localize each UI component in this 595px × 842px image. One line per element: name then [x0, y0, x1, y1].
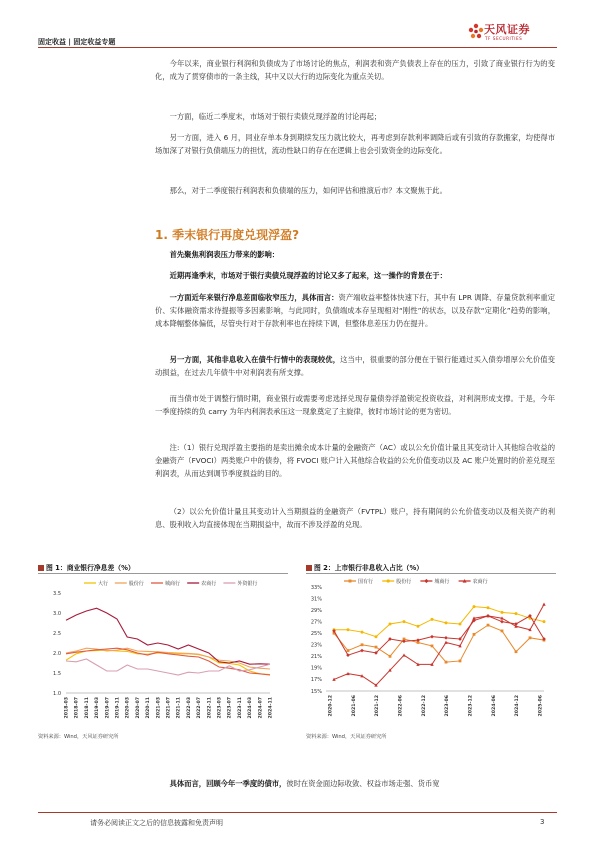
x-tick-label: 2025-06: [538, 695, 544, 717]
legend-item-4: [223, 580, 257, 587]
section-title: 1. 季末银行再度兑现浮盈?: [155, 228, 300, 242]
x-tick-label: 2018-11: [84, 697, 90, 719]
note-2: （2）以公允价值计量且其变动计入当期损益的金融资产（FVTPL）账户，持有期间的公允价值变动以及相关资产的利息、股利收入均直接体现在当期损益中，故而不涉及浮盈的兑现。: [155, 507, 555, 529]
logo-icon: [467, 22, 485, 40]
figure-2-source: 资料来源：Wind，天风证券研究所: [306, 734, 387, 740]
x-tick-label: 2024-12: [515, 695, 521, 717]
section-lead: 首先聚焦利润表压力带来的影响：: [169, 250, 280, 259]
series-marker: [501, 611, 504, 614]
x-tick-label: 2020-11: [146, 697, 152, 719]
y-tick-label: 33%: [310, 584, 322, 591]
series-marker: [500, 620, 504, 624]
y-tick-label: 31%: [310, 596, 322, 603]
figure-2-label: 图 2：: [314, 564, 335, 572]
footer-disclaimer: 请务必阅读正文之后的信息披露和免责声明: [90, 819, 223, 827]
section-paragraph-1: 近期再逢季末，市场对于银行卖债兑现浮盈的讨论又多了起来，这一操作的背景在于：: [169, 271, 447, 280]
legend-item-1: [115, 580, 144, 587]
x-tick-label: 2022-07: [197, 697, 203, 719]
x-tick-label: 2024-03: [248, 697, 254, 719]
series-line-1: [334, 607, 544, 637]
x-tick-label: 2021-06: [351, 695, 357, 717]
y-tick-label: 3.5: [53, 590, 61, 597]
figure-1-label: 图 1：: [46, 564, 67, 572]
x-tick-label: 2019-07: [105, 697, 111, 719]
x-tick-label: 2020-07: [135, 697, 141, 719]
series-marker: [501, 630, 504, 633]
intro-paragraph-4: 那么，对于二季度银行利润表和负债端的压力，如何评估和推演后市？本文聚焦于此。: [169, 186, 447, 195]
figure-2-rule: [306, 573, 556, 574]
series-marker: [515, 612, 518, 615]
y-tick-label: 1.5: [53, 670, 61, 677]
note-1: 注:（1）银行兑现浮盈主要指的是卖出摊余成本计量的金融资产（AC）或以公允价值计量且其变动计入其他综合收益的金融资产（FVOCI）两类账户中的债券，将 FVOCI 账户计入其他综合收益的公允价值变动以及 AC 账户处置时的价差兑现至利润表，从而达到调节季度损益的目的。: [155, 443, 555, 478]
figure-2-marker: [306, 565, 312, 571]
x-tick-label: 2022-12: [421, 695, 427, 717]
section-paragraph-2-rest: 资产端收益率整体快速下行，其中有 LPR 调降、存量贷款利率重定价、实体融资需求待提振等多因素影响，与此同时，负债端成本存呈现相对“刚性”的状态，以及存款“定期化”趋势的影响，成本降幅整体偏低，尽管央行对于存款利率也在持续下调，但整体息差压力仍在提升。: [155, 293, 555, 329]
y-tick-label: 2.5: [53, 630, 61, 637]
figure-1-title: [38, 562, 135, 572]
x-tick-label: 2021-12: [375, 695, 381, 717]
section-paragraph-3: [155, 353, 555, 379]
section-paragraph-3-bold: 另一方面，其他非息收入在债牛行情中的表现较优，: [169, 355, 341, 364]
legend-label: 大行: [98, 580, 109, 587]
y-tick-label: 23%: [310, 642, 322, 649]
figure-1-title-text: 商业银行净息差（%）: [66, 564, 135, 572]
series-marker: [487, 606, 490, 609]
header-section-label: 固定收益 | 固定收益专题: [38, 38, 116, 46]
legend-marker: [349, 580, 352, 583]
series-marker: [473, 605, 476, 608]
legend-label: 城商行: [165, 580, 181, 587]
y-tick-label: 3.0: [53, 610, 61, 617]
series-marker: [417, 625, 420, 628]
legend-label: 国有行: [358, 578, 374, 585]
legend-marker: [387, 579, 390, 582]
series-marker: [515, 650, 518, 653]
series-marker: [431, 618, 434, 621]
series-marker: [445, 621, 448, 624]
legend-item-3: [187, 580, 216, 587]
legend-item-2: [420, 578, 449, 585]
x-tick-label: 2020-03: [125, 697, 131, 719]
x-tick-label: 2022-03: [186, 697, 192, 719]
y-tick-label: 17%: [310, 677, 322, 684]
x-tick-label: 2023-07: [227, 697, 233, 719]
y-tick-label: 27%: [310, 619, 322, 626]
logo-text: 天风证券: [484, 23, 530, 36]
x-tick-label: 2022-11: [207, 697, 213, 719]
x-tick-label: 2019-11: [115, 697, 121, 719]
legend-label: 农商行: [472, 578, 488, 585]
x-tick-label: 2020-12: [328, 695, 334, 717]
y-tick-label: 21%: [310, 654, 322, 661]
logo-subtext: TF SECURITIES: [485, 36, 523, 41]
series-line-2: [334, 616, 544, 655]
series-line-0: [334, 625, 544, 662]
header-divider: [38, 47, 557, 48]
figure-1-marker: [38, 565, 44, 571]
x-tick-label: 2021-03: [156, 697, 162, 719]
footer-divider: [38, 812, 557, 813]
series-marker: [445, 661, 448, 664]
series-line-1: [66, 648, 270, 669]
legend-label: 城商行: [434, 578, 450, 585]
series-line-3: [334, 604, 544, 685]
x-tick-label: 2021-07: [166, 697, 172, 719]
y-tick-label: 15%: [310, 688, 322, 695]
legend-label: 股份行: [396, 578, 412, 585]
x-tick-label: 2022-06: [398, 695, 404, 717]
series-line-3: [66, 608, 270, 664]
series-marker: [361, 643, 364, 646]
series-marker: [389, 655, 392, 658]
bottom-paragraph-rest: 彼时在资金面边际收敛、权益市场走强、货币宽: [286, 779, 440, 788]
x-tick-label: 2023-03: [217, 697, 223, 719]
series-marker: [347, 628, 350, 631]
y-tick-label: 25%: [310, 631, 322, 638]
figure-1-rule: [38, 573, 288, 574]
series-marker: [430, 635, 434, 639]
x-tick-label: 2019-03: [95, 697, 101, 719]
x-tick-label: 2023-06: [445, 695, 451, 717]
intro-paragraph-1: 今年以来，商业银行利润和负债成为了市场讨论的焦点，利润表和资产负债表上存在的压力，引致了商业银行行为的变化，成为了贯穿债市的一条主线，其中又以大行的边际变化为重点关切。: [155, 59, 555, 82]
legend-item-0: [344, 578, 373, 585]
series-marker: [543, 620, 546, 623]
section-paragraph-4: 而当债市处于调整行情时期，商业银行或需要考虑选择兑现存量债券浮盈锁定投资收益，对利润形成支撑。于是，今年一季度持续的负 carry 为年内利润表承压这一现象奠定了主旋律，彼时市场讨论的更为密切。: [155, 394, 555, 417]
series-marker: [375, 646, 378, 649]
y-tick-label: 19%: [310, 665, 322, 672]
bottom-paragraph-bold: 具体而言，回顾今年一季度的债市，: [169, 779, 287, 788]
x-tick-label: 2018-07: [74, 697, 80, 719]
chart-1: [38, 575, 288, 730]
series-marker: [402, 653, 405, 656]
x-tick-label: 2024-06: [491, 695, 497, 717]
series-marker: [360, 649, 364, 653]
figure-2-title-text: 上市银行非息收入占比（%）: [334, 564, 424, 572]
page-number: 3: [540, 818, 545, 826]
y-tick-label: 29%: [310, 607, 322, 614]
x-tick-label: 2023-11: [237, 697, 243, 719]
x-tick-label: 2024-11: [268, 697, 274, 719]
series-marker: [529, 636, 532, 639]
y-tick-label: 2.0: [53, 650, 61, 657]
intro-paragraph-3: 另一方面，进入 6 月，同业存单本身到期续发压力就比较大，再考虑到存款利率调降后或有引致的存款搬家，均使得市场加深了对银行负债端压力的担忧，流动性缺口的存在在逻辑上也会引致资金的边际变化。: [155, 133, 555, 156]
series-marker: [542, 603, 545, 606]
section-paragraph-3-rest: 这当中，很重要的部分便在于银行能通过买入债券增厚公允价值变动损益，在过去几年债牛中对利润表有所支撑。: [155, 355, 556, 378]
series-marker: [487, 624, 490, 627]
chart-2: [306, 575, 556, 730]
series-marker: [444, 636, 448, 640]
figure-1-source: 资料来源：Wind，天风证券研究所: [38, 734, 119, 740]
y-tick-label: 1.0: [53, 690, 61, 697]
section-paragraph-2-bold: 一方面近年来银行净息差面临收窄压力，具体而言：: [169, 293, 339, 302]
legend-marker: [424, 579, 428, 583]
series-marker: [375, 635, 378, 638]
x-tick-label: 2024-07: [258, 697, 264, 719]
legend-item-3: [459, 578, 488, 585]
bottom-paragraph: [155, 777, 555, 790]
figure-2-title: [306, 562, 423, 572]
intro-paragraph-2: 一方面，临近二季度末，市场对于银行卖债兑现浮盈的讨论再起；: [169, 112, 382, 121]
series-marker: [389, 622, 392, 625]
legend-item-1: [382, 578, 411, 585]
series-marker: [347, 649, 350, 652]
series-marker: [431, 645, 434, 648]
series-marker: [473, 633, 476, 636]
series-marker: [403, 620, 406, 623]
legend-label: 农商行: [201, 580, 217, 587]
legend-label: 股份行: [128, 580, 144, 587]
series-marker: [361, 631, 364, 634]
legend-label: 外资银行: [237, 580, 258, 587]
x-tick-label: 2023-12: [468, 695, 474, 717]
x-tick-label: 2021-11: [176, 697, 182, 719]
legend-item-2: [151, 580, 180, 587]
series-marker: [459, 622, 462, 625]
section-paragraph-2: [155, 291, 555, 331]
x-tick-label: 2018-03: [64, 697, 70, 719]
legend-item-0: [84, 580, 108, 587]
series-marker: [459, 660, 462, 663]
